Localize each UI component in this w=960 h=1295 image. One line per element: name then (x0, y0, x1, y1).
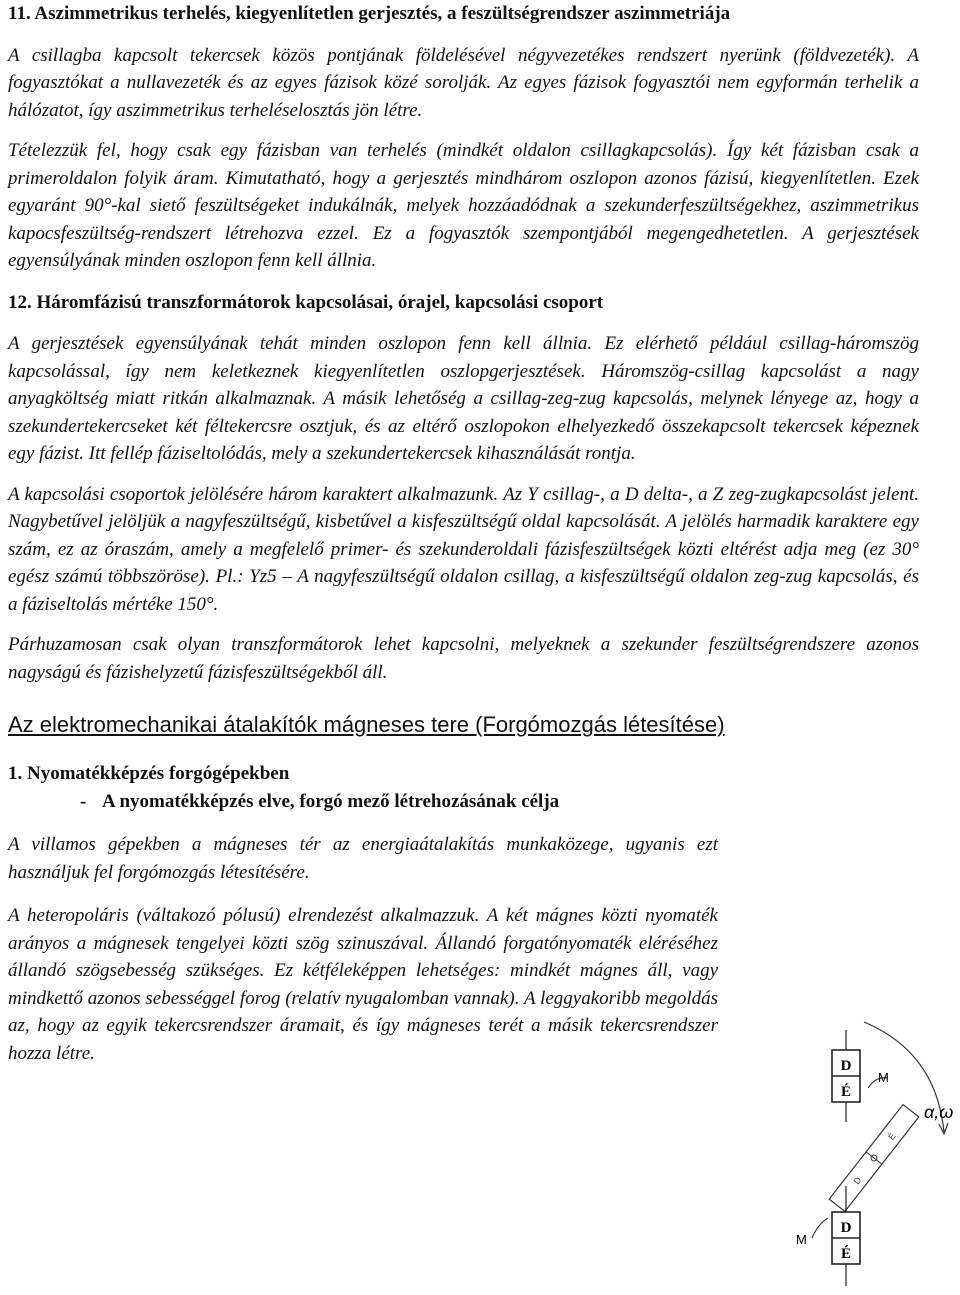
subsection-1-title: Nyomatékképzés forgógépekben (27, 763, 290, 784)
top-magnet (832, 1030, 860, 1122)
subsection-1-subtitle (80, 788, 919, 816)
document-page (8, 0, 919, 1067)
torque-label-bottom: M (796, 1232, 807, 1247)
subtitle-dash: - (80, 790, 87, 812)
rotating-magnet (829, 1105, 919, 1212)
section-11-number: 11. (8, 3, 31, 24)
top-magnet-d-label: D (840, 1058, 852, 1074)
section-12-paragraph-1: A gerjesztések egyensúlyának tehát minden oszlopon fenn kell állnia. Ez elérhető például csillag-háromszög kapcsolással, így nem keletkeznek kiegyenlítetlen oszlopgerjesztések. Háromszög-csillag kapcsolást a nagy anyagköltség miatt ritkán alkalmaznak. A másik lehetőség a csillag-zeg-zug kapcsolás, melynek lényege az, hogy a szekundertekercseket két féltekercsre osztjuk, és az eltérő oszlopokon elhelyezkedő összekapcsolt tekercsek képeznek egy fázist. Itt fellép fáziseltolódás, mely a szekundertekercsek kihasználását rontja. (8, 333, 919, 464)
section-11-heading (8, 0, 919, 28)
subtitle-text: A nyomatékképzés elve, forgó mező létrehozásának célja (102, 790, 560, 812)
section-11-title: Aszimmetrikus terhelés, kiegyenlítetlen gerjesztés, a feszültségrendszer aszimmetriája (34, 3, 731, 24)
torque-label-top: M (878, 1070, 889, 1085)
alpha-omega-label: α,ω (924, 1102, 954, 1122)
section-12-paragraph-3: Párhuzamosan csak olyan transzformátorok lehet kapcsolni, melyeknek a szekunder feszültségrendszere azonos nagyságú és fázishelyzetű fázisfeszültségekből áll. (8, 634, 919, 683)
chapter-title: Az elektromechanikai átalakítók mágneses tere (Forgómozgás létesítése) (8, 712, 725, 737)
section-12-paragraph-2: A kapcsolási csoportok jelölésére három karaktert alkalmazunk. Az Y csillag-, a D delta-, a Z zeg-zugkapcsolást jelent. Nagybetűvel jelöljük a nagyfeszültségű, kisbetűvel a kisfeszültségű oldal kapcsolását. A jelölés harmadik karaktere egy szám, ez az óraszám, amely a megfelelő primer- és szekunderoldali fázisfeszültségek közti eltérést adja meg (ez 30° egész számú többszöröse). Pl.: Yz5 – A nagyfeszültségű oldalon csillag, a kisfeszültségű oldalon zeg-zug kapcsolás, és a fáziseltolás mértéke 150°. (8, 483, 919, 615)
section-12-heading (8, 289, 919, 317)
rotating-magnets-diagram (776, 1012, 960, 1294)
torque-arrow-bottom-icon (812, 1218, 828, 1238)
chapter-paragraph-1: A villamos gépekben a mágneses tér az energiaátalakítás munkaközege, ugyanis ezt használjuk fel forgómozgás létesítésére. (8, 834, 718, 883)
bottom-magnet (832, 1186, 860, 1286)
rotating-magnet-d-label: D (851, 1175, 864, 1187)
section-12-number: 12. (8, 291, 32, 313)
subsection-1-number: 1. (8, 763, 23, 784)
chapter-paragraph-2: A heteropoláris (váltakozó pólusú) elrendezést alkalmazzuk. A két mágnes közti nyomaték arányos a mágnesek tengelyei közti szög szinuszával. Állandó forgatónyomaték eléréséhez állandó szögsebesség szükséges. Ez kétféleképpen lehetséges: mindkét mágnes áll, vagy mindkettő azonos sebességgel forog (relatív nyugalomban vannak). A leggyakoribb megoldás az, hogy az egyik tekercsrendszer áramait, és így mágneses terét a másik tekercsrendszer hozza létre. (8, 905, 718, 1064)
section-12-title: Háromfázisú transzformátorok kapcsolásai, órajel, kapcsolási csoport (36, 291, 604, 313)
rotating-magnet-divider (866, 1152, 882, 1164)
rotating-magnet-e-label: É (886, 1131, 898, 1142)
subsection-1-heading (8, 760, 919, 788)
section-11-paragraph-1: A csillagba kapcsolt tekercsek közös pontjának földelésével négyvezetékes rendszert nyerünk (földvezeték). A fogyasztókat a nullavezeték és az egyes fázisok közé sorolják. Az egyes fázisok fogyasztói nem egyformán terhelik a hálózatot, így aszimmetrikus terheléselosztás jön létre. (8, 44, 919, 121)
bottom-magnet-e-label: É (840, 1246, 852, 1262)
section-11-paragraph-2: Tételezzük fel, hogy csak egy fázisban van terhelés (mindkét oldalon csillagkapcsolás). Így két fázisban csak a primeroldalon folyik áram. Kimutatható, hogy a gerjesztés mindhárom oszlopon azonos fázisú, kiegyenlítetlen. Ezek egyaránt 90°-kal siető feszültségeket indukálnák, melyek hozzáadódnak a szekunderfeszültségekhez, aszimmetrikus kapocsfeszültség-rendszert létrehozva ezzel. Ez a fogyasztók szempontjából megengedhetetlen. A gerjesztések egyensúlyának minden oszlopon fenn kell állnia. (8, 140, 919, 271)
top-magnet-e-label: É (840, 1084, 852, 1100)
bottom-magnet-d-label: D (840, 1220, 852, 1236)
